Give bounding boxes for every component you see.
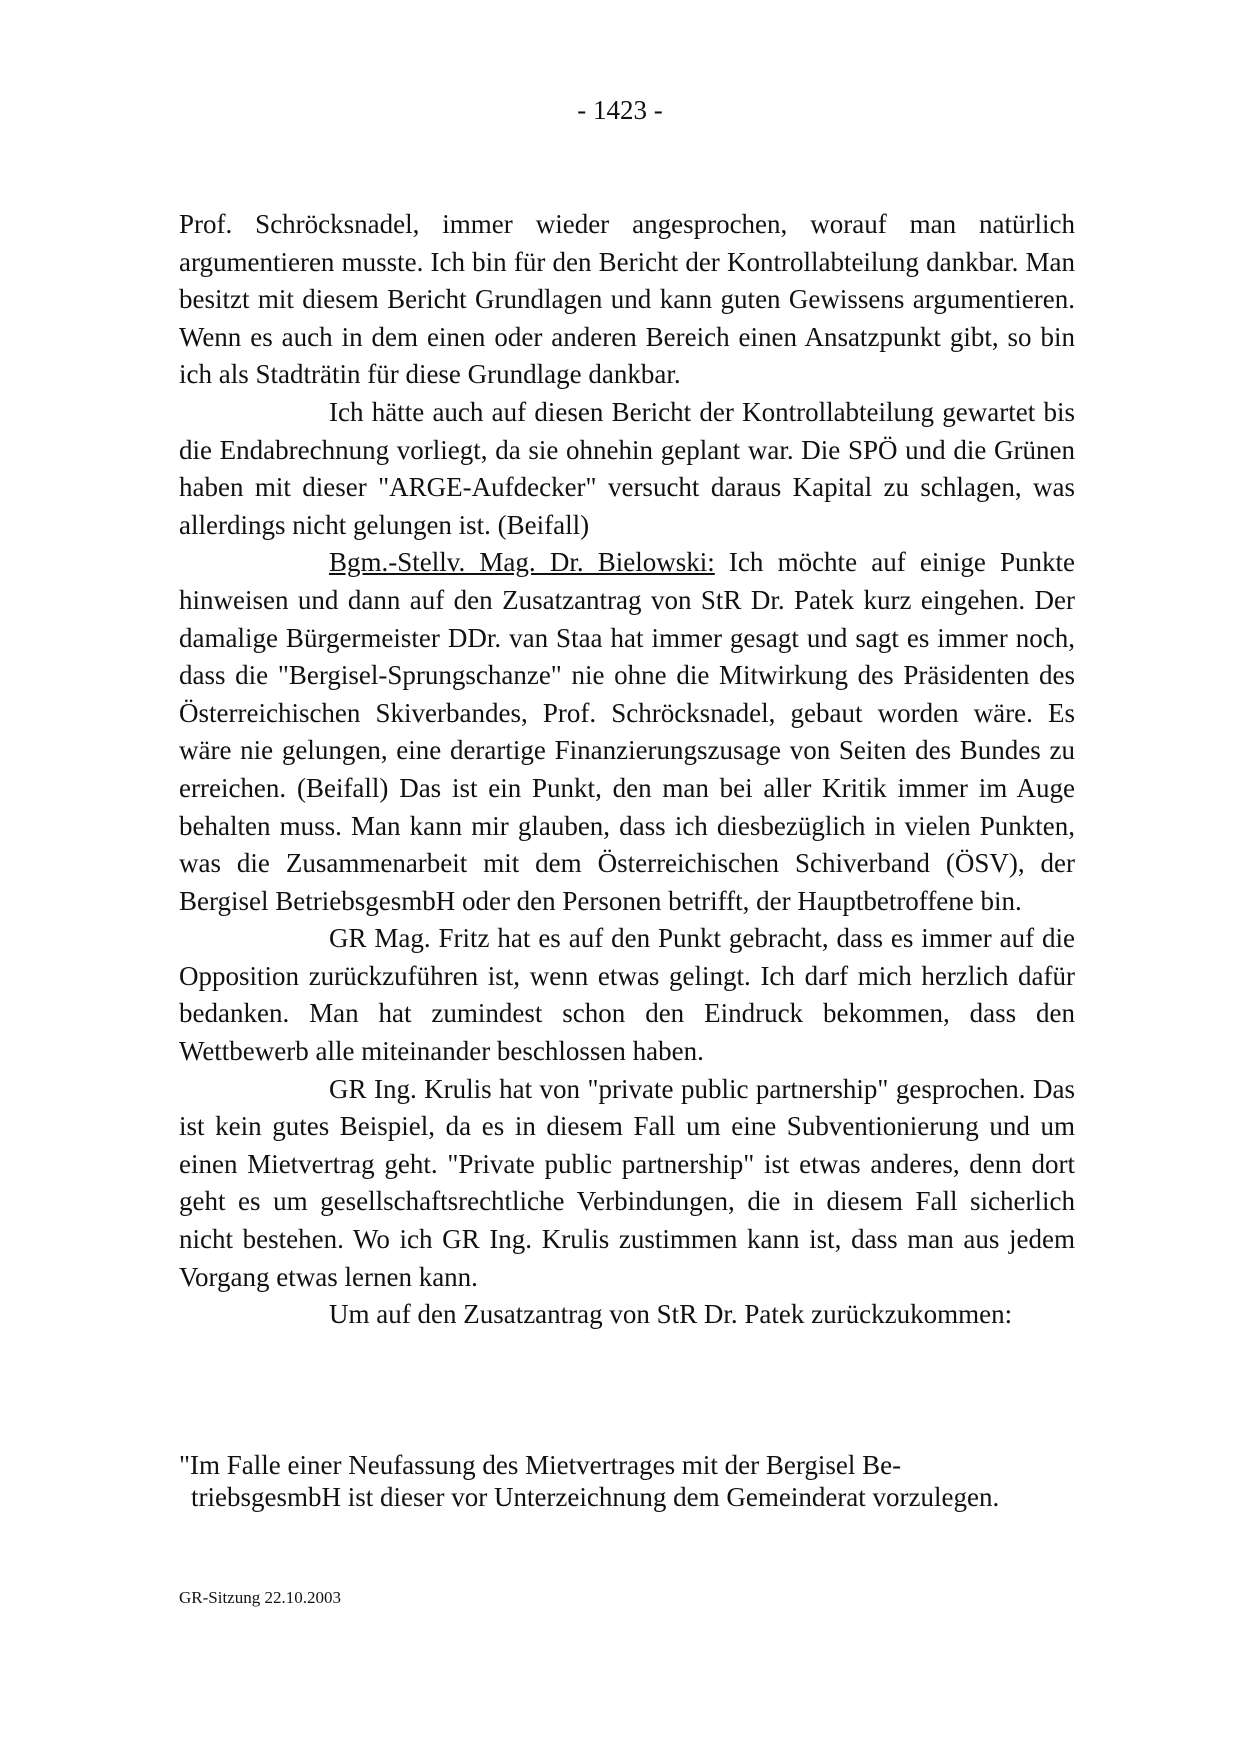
paragraph-4: GR Mag. Fritz hat es auf den Punkt gebracht, dass es immer auf die Opposition zurückzuführen ist, wenn etwas gelingt. Ich darf mich herzlich dafür bedanken. Man hat zumindest schon den Eindruck bekommen, dass den Wettbewerb alle miteinander beschlossen haben. (179, 923, 1075, 1067)
paragraph-5: GR Ing. Krulis hat von "private public partnership" gesprochen. Das ist kein gutes Beispiel, da es in diesem Fall um eine Subventionierung und um einen Mietvertrag geht. "Private public partnership" ist etwas anderes, denn dort geht es um gesellschaftsrechtliche Verbindungen, die in diesem Fall sicherlich nicht bestehen. Wo ich GR Ing. Krulis zustimmen kann ist, dass man aus jedem Vorgang etwas lernen kann. (179, 1073, 1075, 1292)
paragraph-6: Um auf den Zusatzantrag von StR Dr. Patek zurückzukommen: (329, 1299, 1013, 1330)
footer-session: GR-Sitzung 22.10.2003 (179, 1588, 341, 1607)
speaker-name: Bgm.-Stellv. Mag. Dr. Bielowski: (329, 547, 715, 578)
paragraph-2: Ich hätte auch auf diesen Bericht der Kontrollabteilung gewartet bis die Endabrechnung vorliegt, da sie ohnehin geplant war. Die SPÖ und die Grünen haben mit dieser "ARGE-Aufdecker" versucht daraus Kapital zu schlagen, was allerdings nicht gelungen ist. (Beifall) (179, 396, 1075, 540)
page-number: - 1423 - (577, 95, 663, 125)
motion-quote-line-2: triebsgesmbH ist dieser vor Unterzeichnung dem Gemeinderat vorzulegen. (191, 1482, 1000, 1512)
motion-quote (179, 1449, 1075, 1513)
paragraph-3-text: Ich möchte auf einige Punkte hinweisen und dann auf den Zusatzantrag von StR Dr. Patek kurz eingehen. Der damalige Bürgermeister DDr. van Staa hat immer gesagt und sagt es immer noch, dass die "Bergisel-Sprungschanze" nie ohne die Mitwirkung des Präsidenten des Österreichischen Skiverbandes, Prof. Schröcksnadel, gebaut worden wäre. Es wäre nie gelungen, eine derartige Finanzierungszusage von Seiten des Bundes zu erreichen. (Beifall) Das ist ein Punkt, den man bei aller Kritik immer im Auge behalten muss. Man kann mir glauben, dass ich diesbezüglich in vielen Punkten, was die Zusammenarbeit mit dem Österreichischen Schiverband (ÖSV), der Bergisel BetriebsgesmbH oder den Personen betrifft, der Hauptbetroffene bin. (179, 547, 1075, 916)
body-text (179, 206, 1075, 1334)
motion-quote-line-1: "Im Falle einer Neufassung des Mietvertrages mit der Bergisel Be- (179, 1450, 902, 1480)
paragraph-3 (179, 544, 1075, 920)
paragraph-1: Prof. Schröcksnadel, immer wieder angesprochen, worauf man natürlich argumentieren musste. Ich bin für den Bericht der Kontrollabteilung dankbar. Man besitzt mit diesem Bericht Grundlagen und kann guten Gewissens argumentieren. Wenn es auch in dem einen oder anderen Bereich einen Ansatzpunkt gibt, so bin ich als Stadträtin für diese Grundlage dankbar. (179, 209, 1075, 390)
